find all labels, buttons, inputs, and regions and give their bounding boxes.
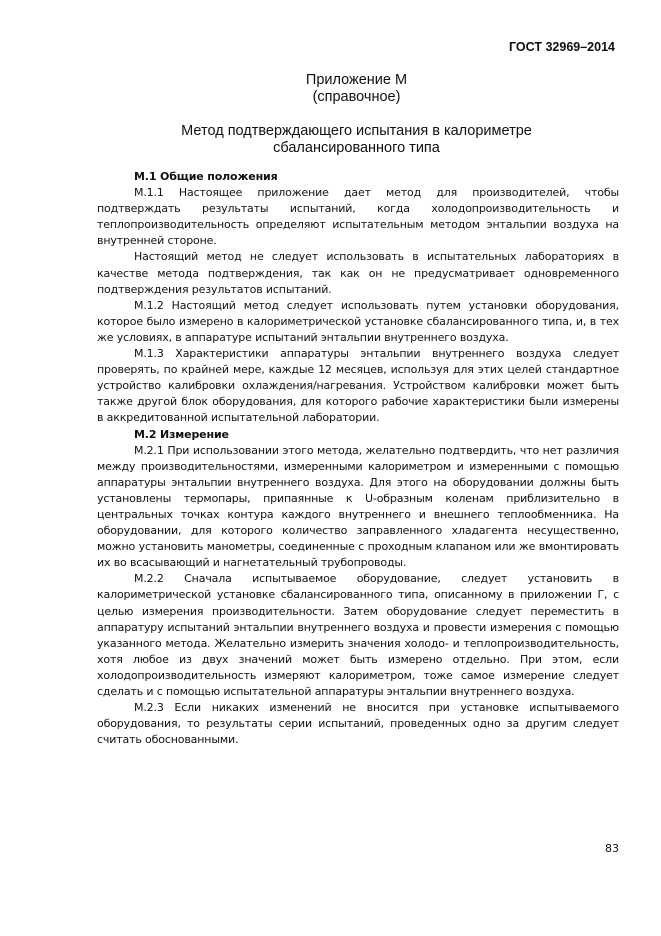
document-body (97, 169, 619, 748)
section-heading-m2: М.2 Измерение (134, 427, 229, 441)
page-number: 83 (605, 842, 619, 855)
paragraph-m2-3: М.2.3 Если никаких изменений не вносится при установке испытываемого оборудования, то результаты серии испытаний, проведенных одно за другим следует считать обоснованными. (97, 701, 619, 747)
standard-code: ГОСТ 32969–2014 (509, 40, 615, 54)
paragraph-m2-2: М.2.2 Сначала испытываемое оборудование, следует установить в калориметрической установке сбалансированного типа, описанному в приложении Г, с целью измерения производительности. Затем оборудование следует переместить в аппаратуру испытаний энтальпии внутреннего воздуха и провести измерения с помощью указанного метода. Желательно измерить значения холодо- и теплопроизводительность, хотя любое из двух значений может быть измерено отдельно. При этом, если холодопроизводительность измеряют калориметром, тоже самое измерение следует сделать и с помощью испытательной аппаратуры энтальпии внутреннего воздуха. (97, 572, 619, 698)
paragraph-m2-1: М.2.1 При использовании этого метода, желательно подтвердить, что нет различия между производительностями, измеренными калориметром и измеренными с помощью аппаратуры энтальпии внутреннего воздуха. Для этого на оборудовании должны быть установлены термопары, припаянные к U-образным коленам приблизительно в центральных точках контура каждого внутреннего и внешнего теплообменника. На оборудовании, для которого количество заправленного хладагента несущественно, можно установить манометры, соединенные с проходным клапаном или же вмонтировать их во всасывающий и нагнетательный трубопроводы. (97, 443, 619, 570)
appendix-subtitle: (справочное) (312, 89, 401, 105)
paragraph-m1-3: М.1.3 Характеристики аппаратуры энтальпии внутреннего воздуха следует проверять, по крайней мере, каждые 12 месяцев, используя для этих целей стандартное устройство калибровки охлаждения/нагревания. Устройством калибровки может быть также другой блок оборудования, для которого рабочие характеристики были измерены в аккредитованной испытательной лаборатории. (97, 347, 619, 425)
appendix-title: Приложение М (305, 72, 408, 88)
paragraph-m1-1-note: Настоящий метод не следует использовать в испытательных лабораториях в качестве метода подтверждения, так как он не предусматривает одновременного подтверждения результатов испытаний. (97, 250, 619, 296)
method-title-line-2: сбалансированного типа (273, 140, 440, 156)
paragraph-m1-1: М.1.1 Настоящее приложение дает метод для производителей, чтобы подтверждать результаты испытаний, когда холодопроизводительность и теплопроизводительность определяют испытательным методом энтальпии воздуха на внутренней стороне. (97, 186, 619, 248)
appendix-heading (0, 72, 661, 106)
section-heading-m1: М.1 Общие положения (134, 170, 278, 183)
paragraph-m1-2: М.1.2 Настоящий метод следует использовать путем установки оборудования, которое было измерено в калориметрической установке сбалансированного типа, и, в тех же условиях, в аппаратуре испытаний энтальпии внутреннего воздуха. (97, 298, 619, 344)
method-title-line-1: Метод подтверждающего испытания в калориметре (181, 123, 532, 139)
method-title (0, 123, 661, 157)
